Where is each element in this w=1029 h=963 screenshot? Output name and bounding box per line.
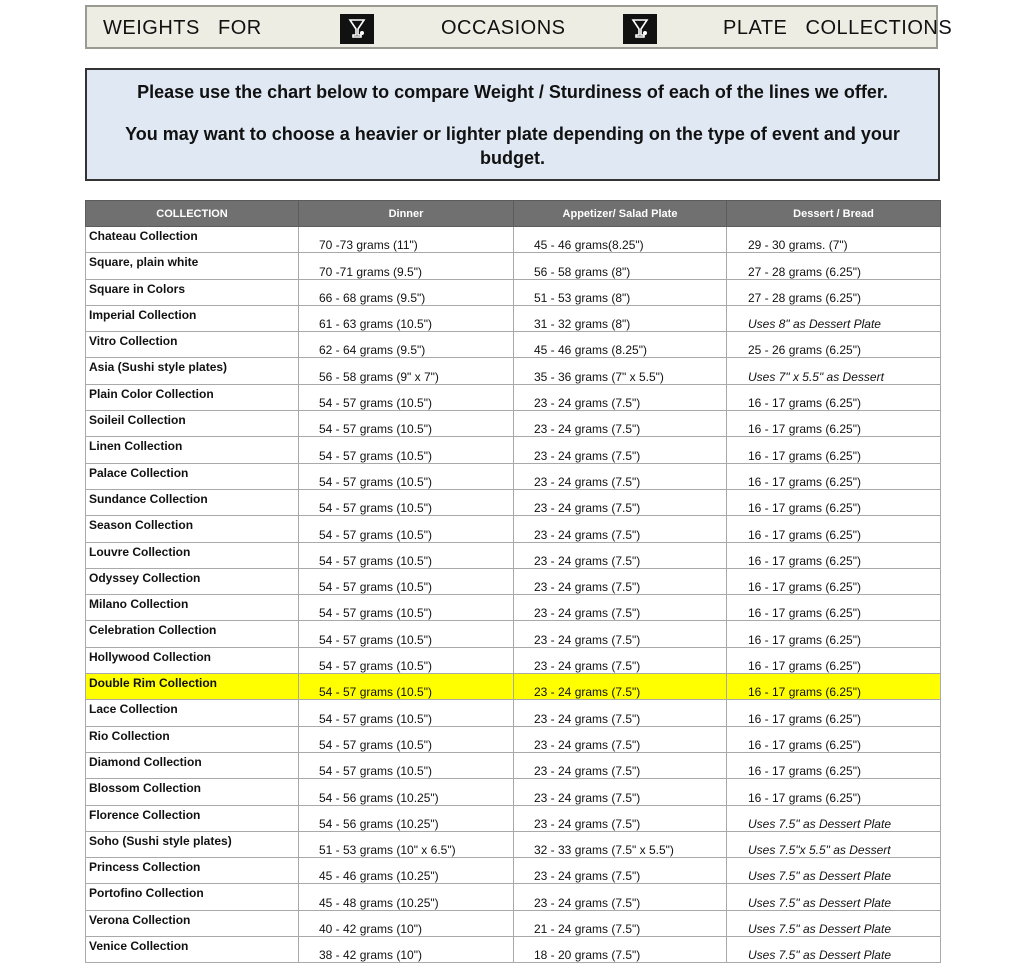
dinner-cell: 54 - 56 grams (10.25") [299, 779, 514, 805]
info-line-1: Please use the chart below to compare Weight / Sturdiness of each of the lines we offer. [137, 82, 888, 102]
header-collection: COLLECTION [86, 201, 299, 227]
dessert-cell: 16 - 17 grams (6.25") [727, 621, 941, 647]
banner-left-text: WEIGHTS FOR [103, 17, 262, 39]
banner-middle-text: OCCASIONS [441, 17, 566, 39]
appetizer-cell: 21 - 24 grams (7.5") [514, 910, 727, 936]
table-row [86, 937, 941, 963]
dinner-cell: 54 - 57 grams (10.5") [299, 726, 514, 752]
appetizer-cell: 32 - 33 grams (7.5" x 5.5") [514, 831, 727, 857]
dessert-cell: Uses 7.5" as Dessert Plate [727, 910, 941, 936]
dessert-cell: 27 - 28 grams (6.25") [727, 279, 941, 305]
table-row [86, 463, 941, 489]
table-row [86, 516, 941, 542]
appetizer-cell: 23 - 24 grams (7.5") [514, 542, 727, 568]
appetizer-cell: 51 - 53 grams (8") [514, 279, 727, 305]
wine-glass-icon [340, 14, 374, 44]
title-banner [85, 5, 953, 49]
appetizer-cell: 23 - 24 grams (7.5") [514, 411, 727, 437]
table-row [86, 621, 941, 647]
dessert-cell: 16 - 17 grams (6.25") [727, 489, 941, 515]
info-line-2: You may want to choose a heavier or lighter plate depending on the type of event and your budget. [125, 124, 900, 168]
table-row [86, 227, 941, 253]
table-row [86, 805, 941, 831]
table-row [86, 647, 941, 673]
table-row [86, 253, 941, 279]
dinner-cell: 54 - 57 grams (10.5") [299, 516, 514, 542]
dessert-cell: 16 - 17 grams (6.25") [727, 752, 941, 778]
table-row [86, 542, 941, 568]
dessert-cell: Uses 7" x 5.5" as Dessert [727, 358, 941, 384]
collection-cell: Palace Collection [86, 463, 299, 489]
dinner-cell: 45 - 48 grams (10.25") [299, 884, 514, 910]
collection-cell: Square in Colors [86, 279, 299, 305]
collection-cell: Portofino Collection [86, 884, 299, 910]
table-row [86, 489, 941, 515]
table-row [86, 332, 941, 358]
dinner-cell: 54 - 57 grams (10.5") [299, 542, 514, 568]
dinner-cell: 54 - 57 grams (10.5") [299, 647, 514, 673]
table-row [86, 910, 941, 936]
dessert-cell: Uses 8" as Dessert Plate [727, 305, 941, 331]
appetizer-cell: 45 - 46 grams (8.25") [514, 332, 727, 358]
collection-cell: Season Collection [86, 516, 299, 542]
dinner-cell: 45 - 46 grams (10.25") [299, 858, 514, 884]
collection-cell: Milano Collection [86, 595, 299, 621]
header-dinner: Dinner [299, 201, 514, 227]
collection-cell: Soho (Sushi style plates) [86, 831, 299, 857]
table-row [86, 831, 941, 857]
table-row [86, 384, 941, 410]
dinner-cell: 54 - 57 grams (10.5") [299, 411, 514, 437]
collection-cell: Chateau Collection [86, 227, 299, 253]
appetizer-cell: 35 - 36 grams (7" x 5.5") [514, 358, 727, 384]
appetizer-cell: 23 - 24 grams (7.5") [514, 805, 727, 831]
dinner-cell: 51 - 53 grams (10" x 6.5") [299, 831, 514, 857]
dessert-cell: 27 - 28 grams (6.25") [727, 253, 941, 279]
dessert-cell: Uses 7.5" as Dessert Plate [727, 884, 941, 910]
dessert-cell: 16 - 17 grams (6.25") [727, 779, 941, 805]
dessert-cell: 16 - 17 grams (6.25") [727, 568, 941, 594]
collection-cell: Verona Collection [86, 910, 299, 936]
dessert-cell: 29 - 30 grams. (7") [727, 227, 941, 253]
table-body [86, 227, 941, 963]
dinner-cell: 54 - 57 grams (10.5") [299, 674, 514, 700]
dinner-cell: 54 - 57 grams (10.5") [299, 700, 514, 726]
collection-cell: Celebration Collection [86, 621, 299, 647]
table-row [86, 884, 941, 910]
table-row [86, 674, 941, 700]
appetizer-cell: 23 - 24 grams (7.5") [514, 489, 727, 515]
table-row [86, 437, 941, 463]
appetizer-cell: 23 - 24 grams (7.5") [514, 621, 727, 647]
appetizer-cell: 23 - 24 grams (7.5") [514, 384, 727, 410]
dinner-cell: 54 - 56 grams (10.25") [299, 805, 514, 831]
table-row [86, 568, 941, 594]
dessert-cell: Uses 7.5" as Dessert Plate [727, 937, 941, 963]
appetizer-cell: 56 - 58 grams (8") [514, 253, 727, 279]
appetizer-cell: 31 - 32 grams (8") [514, 305, 727, 331]
dessert-cell: 16 - 17 grams (6.25") [727, 411, 941, 437]
dinner-cell: 54 - 57 grams (10.5") [299, 752, 514, 778]
collection-cell: Hollywood Collection [86, 647, 299, 673]
dinner-cell: 54 - 57 grams (10.5") [299, 463, 514, 489]
appetizer-cell: 23 - 24 grams (7.5") [514, 726, 727, 752]
collection-cell: Vitro Collection [86, 332, 299, 358]
collection-cell: Sundance Collection [86, 489, 299, 515]
appetizer-cell: 18 - 20 grams (7.5") [514, 937, 727, 963]
appetizer-cell: 23 - 24 grams (7.5") [514, 779, 727, 805]
dinner-cell: 62 - 64 grams (9.5") [299, 332, 514, 358]
collection-cell: Florence Collection [86, 805, 299, 831]
dessert-cell: 16 - 17 grams (6.25") [727, 700, 941, 726]
table-row [86, 858, 941, 884]
table-row [86, 595, 941, 621]
dinner-cell: 56 - 58 grams (9" x 7") [299, 358, 514, 384]
collection-cell: Imperial Collection [86, 305, 299, 331]
appetizer-cell: 23 - 24 grams (7.5") [514, 568, 727, 594]
collection-cell: Blossom Collection [86, 779, 299, 805]
dinner-cell: 40 - 42 grams (10") [299, 910, 514, 936]
banner-right-text: PLATE COLLECTIONS [723, 17, 953, 39]
dessert-cell: 16 - 17 grams (6.25") [727, 674, 941, 700]
table-row [86, 305, 941, 331]
collection-cell: Soileil Collection [86, 411, 299, 437]
header-dessert: Dessert / Bread [727, 201, 941, 227]
header-appetizer: Appetizer/ Salad Plate [514, 201, 727, 227]
table-row [86, 279, 941, 305]
collection-cell: Square, plain white [86, 253, 299, 279]
dessert-cell: 16 - 17 grams (6.25") [727, 463, 941, 489]
dessert-cell: Uses 7.5" as Dessert Plate [727, 805, 941, 831]
dinner-cell: 66 - 68 grams (9.5") [299, 279, 514, 305]
dessert-cell: 16 - 17 grams (6.25") [727, 726, 941, 752]
dinner-cell: 70 -73 grams (11") [299, 227, 514, 253]
dessert-cell: 25 - 26 grams (6.25") [727, 332, 941, 358]
table-header-row [86, 201, 941, 227]
collection-cell: Double Rim Collection [86, 674, 299, 700]
dessert-cell: Uses 7.5" as Dessert Plate [727, 858, 941, 884]
dinner-cell: 70 -71 grams (9.5") [299, 253, 514, 279]
appetizer-cell: 23 - 24 grams (7.5") [514, 700, 727, 726]
dessert-cell: 16 - 17 grams (6.25") [727, 542, 941, 568]
appetizer-cell: 23 - 24 grams (7.5") [514, 516, 727, 542]
collection-cell: Odyssey Collection [86, 568, 299, 594]
collection-cell: Princess Collection [86, 858, 299, 884]
dinner-cell: 38 - 42 grams (10") [299, 937, 514, 963]
table-row [86, 411, 941, 437]
table-row [86, 700, 941, 726]
info-box [85, 68, 940, 181]
appetizer-cell: 23 - 24 grams (7.5") [514, 595, 727, 621]
appetizer-cell: 23 - 24 grams (7.5") [514, 858, 727, 884]
dinner-cell: 54 - 57 grams (10.5") [299, 437, 514, 463]
collection-cell: Rio Collection [86, 726, 299, 752]
dinner-cell: 54 - 57 grams (10.5") [299, 384, 514, 410]
appetizer-cell: 23 - 24 grams (7.5") [514, 884, 727, 910]
appetizer-cell: 45 - 46 grams(8.25") [514, 227, 727, 253]
dessert-cell: 16 - 17 grams (6.25") [727, 384, 941, 410]
collection-cell: Louvre Collection [86, 542, 299, 568]
collection-cell: Asia (Sushi style plates) [86, 358, 299, 384]
table-row [86, 779, 941, 805]
collection-cell: Linen Collection [86, 437, 299, 463]
appetizer-cell: 23 - 24 grams (7.5") [514, 647, 727, 673]
appetizer-cell: 23 - 24 grams (7.5") [514, 437, 727, 463]
table-row [86, 752, 941, 778]
dinner-cell: 54 - 57 grams (10.5") [299, 595, 514, 621]
table-row [86, 726, 941, 752]
dinner-cell: 61 - 63 grams (10.5") [299, 305, 514, 331]
dessert-cell: 16 - 17 grams (6.25") [727, 516, 941, 542]
collection-cell: Diamond Collection [86, 752, 299, 778]
dessert-cell: 16 - 17 grams (6.25") [727, 437, 941, 463]
appetizer-cell: 23 - 24 grams (7.5") [514, 463, 727, 489]
appetizer-cell: 23 - 24 grams (7.5") [514, 752, 727, 778]
dessert-cell: 16 - 17 grams (6.25") [727, 595, 941, 621]
weights-table [85, 200, 941, 963]
dinner-cell: 54 - 57 grams (10.5") [299, 489, 514, 515]
dessert-cell: 16 - 17 grams (6.25") [727, 647, 941, 673]
dessert-cell: Uses 7.5"x 5.5" as Dessert [727, 831, 941, 857]
table-row [86, 358, 941, 384]
collection-cell: Venice Collection [86, 937, 299, 963]
dinner-cell: 54 - 57 grams (10.5") [299, 568, 514, 594]
appetizer-cell: 23 - 24 grams (7.5") [514, 674, 727, 700]
dinner-cell: 54 - 57 grams (10.5") [299, 621, 514, 647]
collection-cell: Lace Collection [86, 700, 299, 726]
collection-cell: Plain Color Collection [86, 384, 299, 410]
wine-glass-icon [623, 14, 657, 44]
